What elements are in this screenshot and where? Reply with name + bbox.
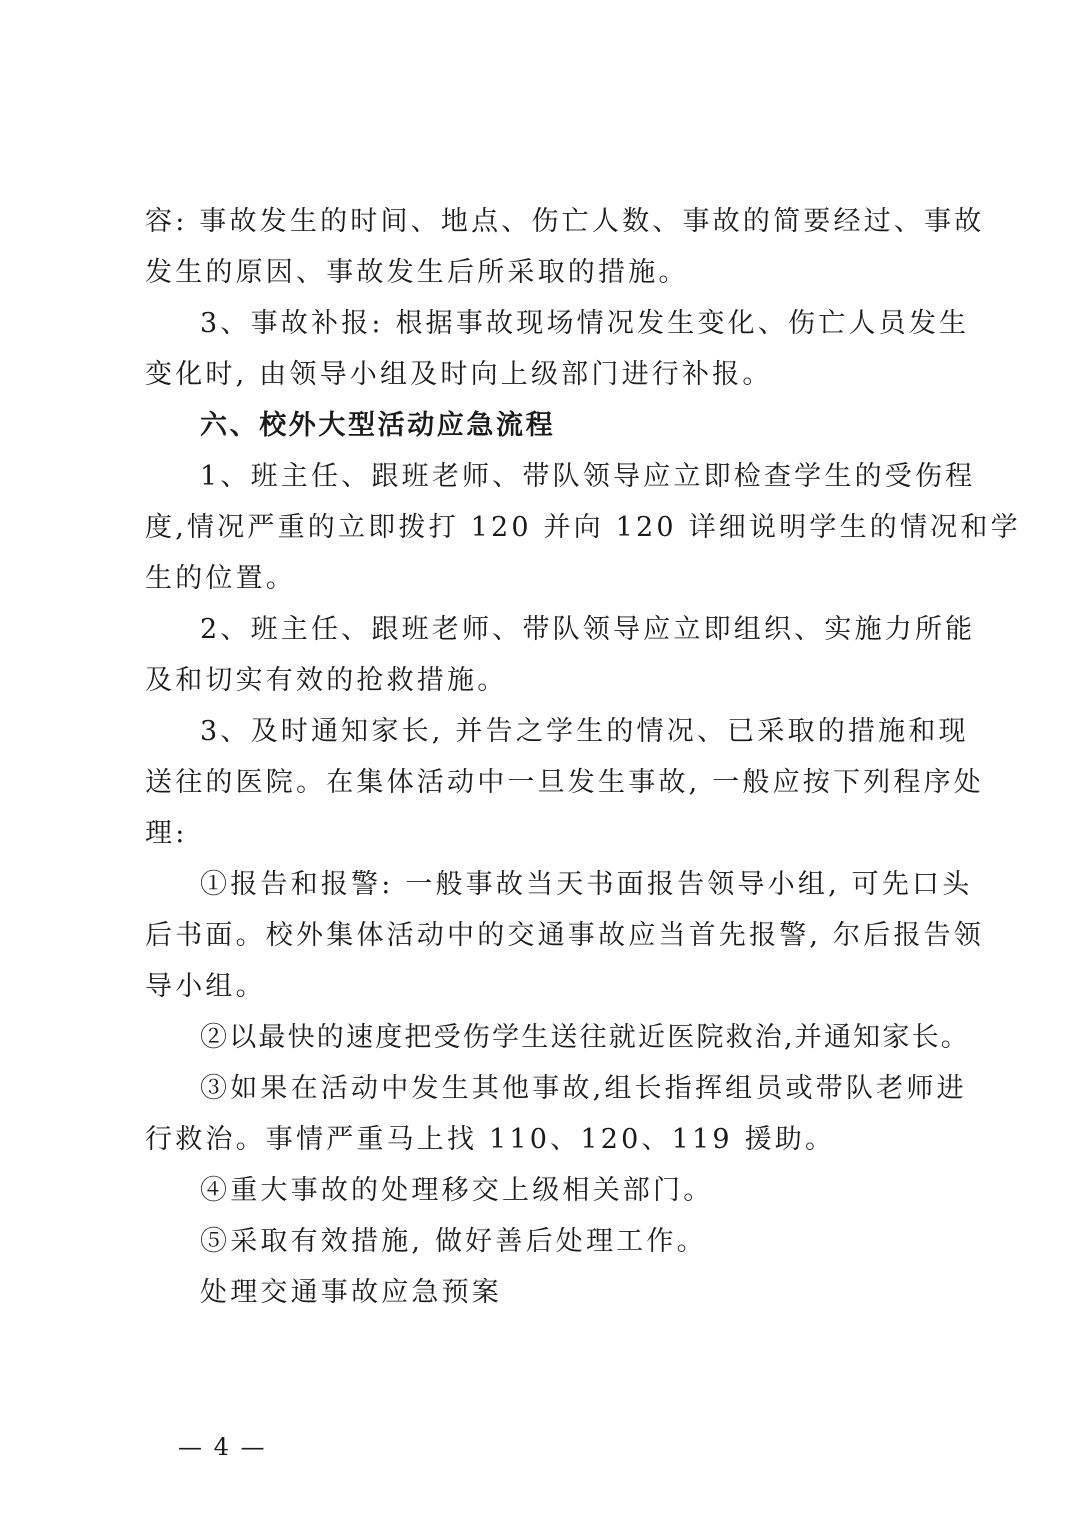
text-line-9: 2、班主任、跟班老师、带队领导应立即组织、实施力所能 <box>200 614 976 645</box>
text-line-13: 理: <box>145 818 188 849</box>
text-line-1: 容: 事故发生的时间、地点、伤亡人数、事故的简要经过、事故 <box>145 206 985 237</box>
text-line-11: 3、及时通知家长, 并告之学生的情况、已采取的措施和现 <box>200 716 969 747</box>
text-line-15: 后书面。校外集体活动中的交通事故应当首先报警, 尔后报告领 <box>145 920 984 951</box>
text-line-4: 变化时, 由领导小组及时向上级部门进行补报。 <box>145 359 773 390</box>
text-line-18: ③如果在活动中发生其他事故,组长指挥组员或带队老师进 <box>200 1073 967 1104</box>
text-line-16: 导小组。 <box>145 971 266 1002</box>
text-line-10: 及和切实有效的抢救措施。 <box>145 665 508 696</box>
text-line-12: 送往的医院。在集体活动中一旦发生事故, 一般应按下列程序处 <box>145 767 984 798</box>
page-number: — 4 — <box>178 1433 267 1461</box>
text-line-6: 1、班主任、跟班老师、带队领导应立即检查学生的受伤程 <box>200 461 976 492</box>
text-line-17: ②以最快的速度把受伤学生送往就近医院救治,并通知家长。 <box>200 1022 970 1053</box>
text-line-7: 度,情况严重的立即拨打 120 并向 120 详细说明学生的情况和学 <box>145 512 1021 543</box>
text-line-3: 3、事故补报: 根据事故现场情况发生变化、伤亡人员发生 <box>200 308 970 339</box>
text-line-22: 处理交通事故应急预案 <box>200 1277 502 1308</box>
text-line-19: 行救治。事情严重马上找 110、120、119 援助。 <box>145 1124 836 1155</box>
text-line-14: ①报告和报警: 一般事故当天书面报告领导小组, 可先口头 <box>200 869 973 900</box>
text-line-21: ⑤采取有效措施, 做好善后处理工作。 <box>200 1226 707 1257</box>
text-line-8: 生的位置。 <box>145 563 296 594</box>
text-line-20: ④重大事故的处理移交上级相关部门。 <box>200 1175 714 1206</box>
text-line-2: 发生的原因、事故发生后所采取的措施。 <box>145 257 689 288</box>
section-heading: 六、校外大型活动应急流程 <box>200 410 556 441</box>
